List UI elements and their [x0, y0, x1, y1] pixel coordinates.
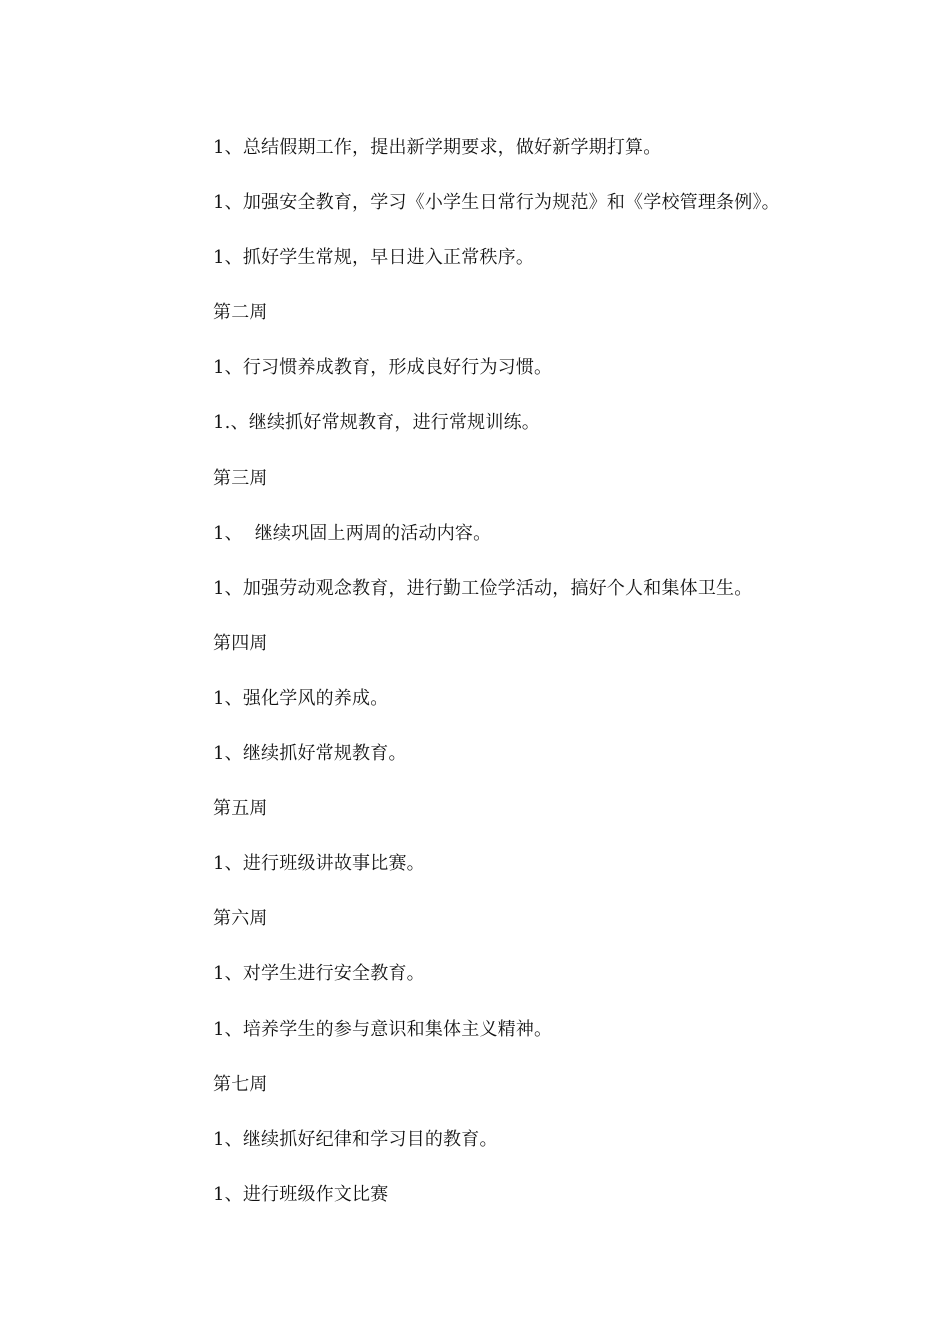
text-line: 1、对学生进行安全教育。	[213, 963, 425, 985]
text-line: 1、加强安全教育，学习《小学生日常行为规范》和《学校管理条例》。	[213, 192, 780, 214]
week-heading: 第七周	[213, 1073, 268, 1095]
text-line: 1、进行班级作文比赛	[213, 1183, 389, 1205]
text-line: 1、继续抓好纪律和学习目的教育。	[213, 1128, 498, 1150]
week-heading: 第四周	[213, 632, 268, 654]
text-line: 1、强化学风的养成。	[213, 687, 389, 709]
week-heading: 第二周	[213, 302, 268, 324]
week-heading: 第六周	[213, 908, 268, 930]
text-line: 1、总结假期工作，提出新学期要求，做好新学期打算。	[213, 137, 662, 158]
text-line: 1.、继续抓好常规教育，进行常规训练。	[213, 412, 540, 434]
document-body	[213, 134, 903, 1236]
text-line: 1、进行班级讲故事比赛。	[213, 853, 425, 875]
week-heading: 第五周	[213, 798, 268, 820]
text-line: 1、继续抓好常规教育。	[213, 743, 407, 765]
week-heading: 第三周	[213, 467, 268, 489]
text-line: 1、加强劳动观念教育，进行勤工俭学活动，搞好个人和集体卫生。	[213, 577, 753, 599]
text-line: 1、抓好学生常规，早日进入正常秩序。	[213, 247, 535, 269]
text-line: 1、培养学生的参与意识和集体主义精神。	[213, 1018, 553, 1040]
text-line: 1、行习惯养成教育，形成良好行为习惯。	[213, 357, 553, 379]
text-line: 1、 继续巩固上两周的活动内容。	[213, 522, 492, 544]
